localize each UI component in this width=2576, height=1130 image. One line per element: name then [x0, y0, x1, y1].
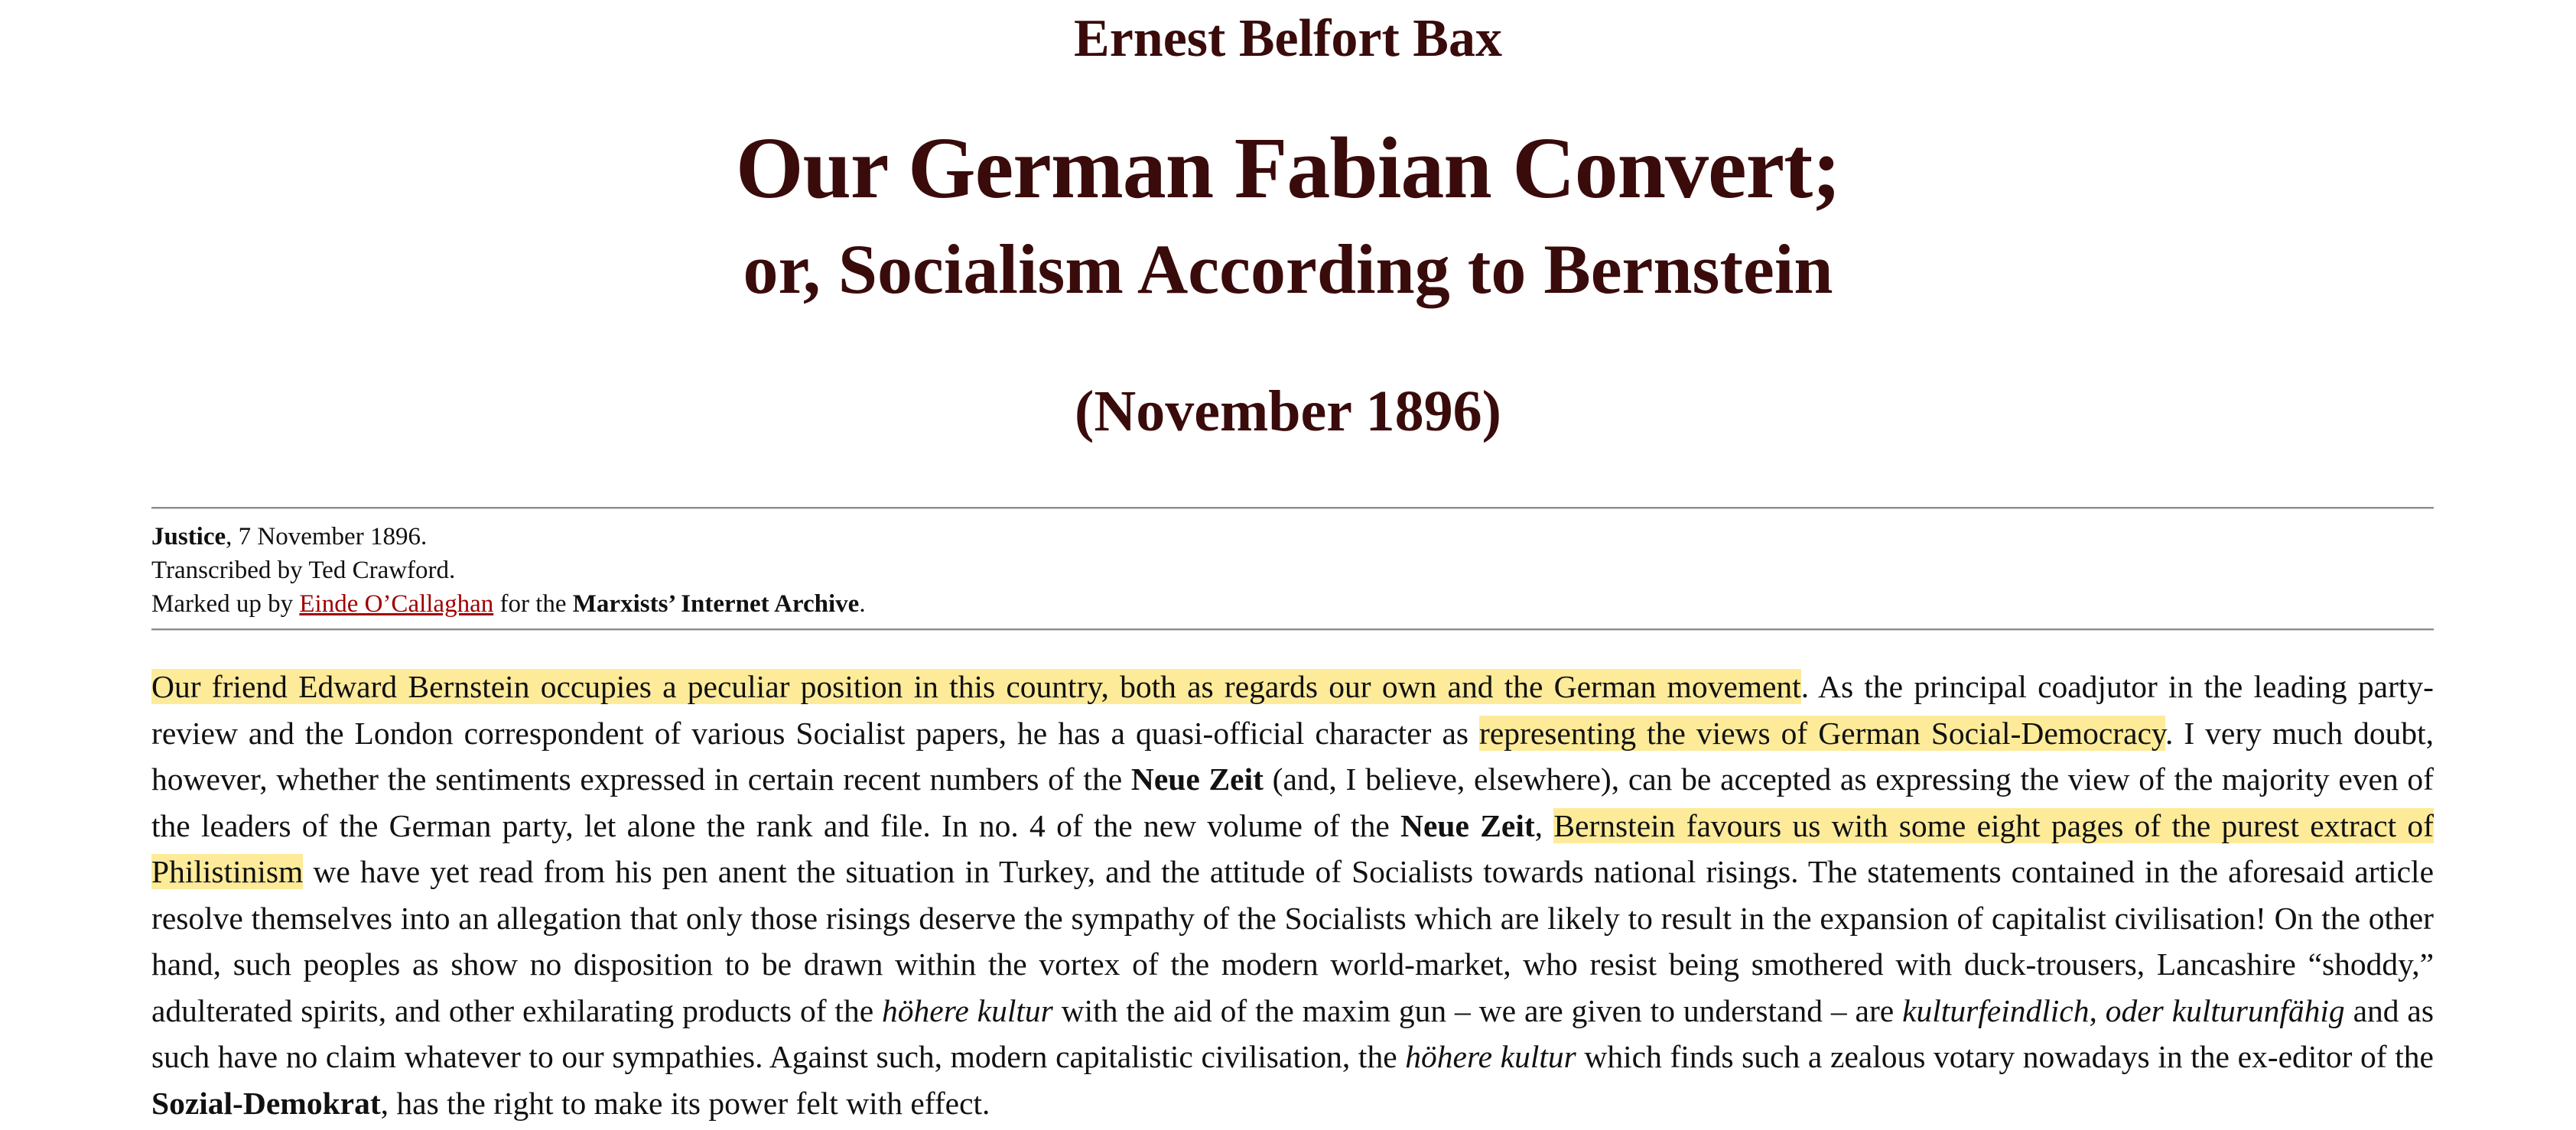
highlight-1[interactable]: Our friend Edward Bernstein occupies a peculiar position in this country, both as regards our own and the German movement [151, 669, 1801, 704]
text-span: which finds such a zealous votary nowadays in the ex-editor of the [1576, 1039, 2434, 1074]
divider-top [151, 507, 2434, 509]
text-span: . As the principal coadjutor in the leading party-review and the London correspondent of various Socialist papers, he has a quasi-official character as [151, 669, 2434, 751]
source-line [151, 520, 2434, 554]
publication-name: Sozial-Demokrat [151, 1085, 381, 1121]
publication-name: Neue Zeit [1130, 761, 1264, 797]
text-span: . I very much doubt, however, whether the sentiments expressed in certain recent numbers of the [151, 715, 2434, 797]
divider-bottom [151, 628, 2434, 631]
date-heading: (November 1896) [1075, 379, 1501, 443]
foreign-term: kulturfeindlich, oder kulturunfähig [1902, 992, 2345, 1028]
highlight-2[interactable]: representing the views of German Social-Democracy [1479, 715, 2165, 751]
page-title: Our German Fabian Convert; [735, 119, 1841, 216]
text-span: and as such have no claim whatever to our sympathies. Against such, modern capitalistic civilisation, the [151, 992, 2434, 1074]
author-heading: Ernest Belfort Bax [1074, 9, 1502, 68]
transcribed-line: Transcribed by Ted Crawford. [151, 557, 456, 584]
source-name: Justice [151, 523, 226, 550]
publication-name: Neue Zeit [1400, 807, 1535, 843]
markup-end: . [859, 590, 866, 618]
source-info [151, 520, 2434, 621]
foreign-term: höhere kultur [882, 992, 1053, 1028]
archive-name: Marxists’ Internet Archive [572, 590, 860, 618]
text-span: , has the right to make its power felt with effect. [380, 1085, 990, 1121]
source-date: , 7 November 1896. [226, 523, 428, 550]
text-span: (and, I believe, elsewhere), can be accepted as expressing the view of the majority even of the leaders of the German party, let alone the rank and file. In no. 4 of the new volume of the [151, 761, 2435, 843]
text-span: , [1534, 807, 1554, 843]
text-span: we have yet read from his pen anent the situation in Turkey, and the attitude of Socialists towards national risings. The statements contained in the aforesaid article resolve themselves into an allegation that only those risings deserve the sympathy of the Socialists which are likely to result in the expansion of capitalist civilisation! On the other hand, such peoples as show no disposition to be drawn within the vortex of the modern world-market, who resist being smothered with duck-trousers, Lancashire “shoddy,” adulterated spirits, and other exhilarating products of the [151, 854, 2434, 1028]
page-subtitle: or, Socialism According to Bernstein [743, 230, 1833, 308]
foreign-term: höhere kultur [1405, 1039, 1576, 1074]
markup-mid: for the [493, 590, 573, 618]
markup-author-link[interactable]: Einde O’Callaghan [299, 590, 494, 618]
article-paragraph [151, 664, 2434, 1126]
highlight-3[interactable]: Bernstein favours us with some eight pages of the purest extract of Philistinism [151, 807, 2435, 889]
markup-prefix: Marked up by [151, 590, 300, 618]
markup-line [151, 587, 2434, 621]
text-span: with the aid of the maxim gun – we are given to understand – are [1052, 992, 1903, 1028]
